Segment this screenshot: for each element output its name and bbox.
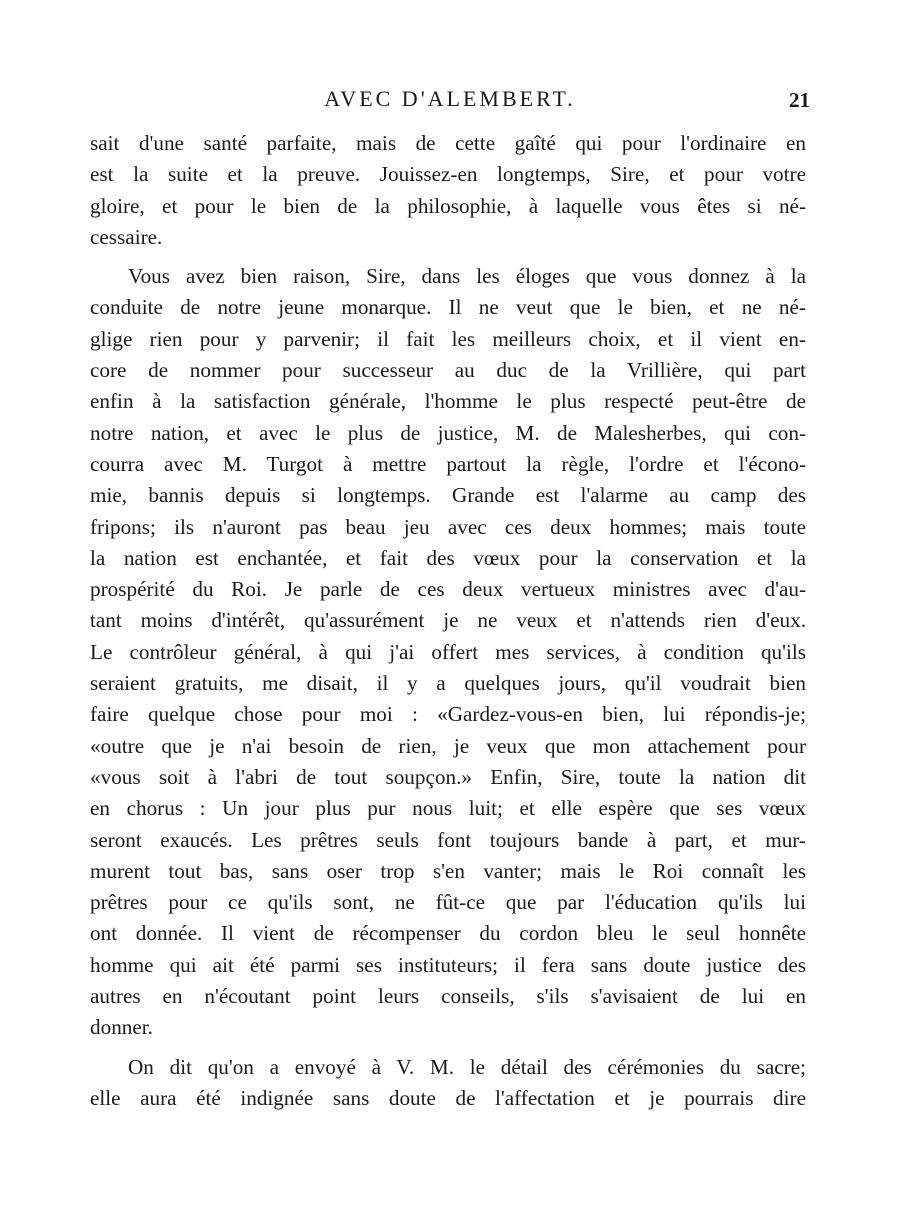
text-line: courra avec M. Turgot à mettre partout la règle, l'ordre et l'écono- xyxy=(90,451,806,476)
text-line: sait d'une santé parfaite, mais de cette gaîté qui pour l'ordinaire en xyxy=(90,131,806,155)
text-line: seront exaucés. Les prêtres seuls font toujours bande à part, et mur- xyxy=(90,827,806,852)
paragraph xyxy=(90,261,806,1043)
text-line: ont donnée. Il vient de récompenser du cordon bleu le seul honnête xyxy=(90,921,806,946)
text-line: gloire, et pour le bien de la philosophie, à laquelle vous êtes si né- xyxy=(90,193,806,218)
text-line: cessaire. xyxy=(90,224,163,249)
text-line: est la suite et la preuve. Jouissez-en longtemps, Sire, et pour votre xyxy=(90,162,806,187)
text-line: On dit qu'on a envoyé à V. M. le détail des cérémonies du sacre; xyxy=(128,1054,806,1079)
text-line: homme qui ait été parmi ses instituteurs; il fera sans doute justice des xyxy=(90,952,806,977)
paragraph xyxy=(90,1052,806,1115)
text-line: mie, bannis depuis si longtemps. Grande est l'alarme au camp des xyxy=(90,483,806,508)
text-line: faire quelque chose pour moi : «Gardez-vous-en bien, lui répondis-je; xyxy=(90,702,806,727)
text-line: glige rien pour y parvenir; il fait les meilleurs choix, et il vient en- xyxy=(90,326,806,351)
paragraph xyxy=(90,128,806,253)
text-line: core de nommer pour successeur au duc de la Vrillière, qui part xyxy=(90,358,806,383)
text-line: seraient gratuits, me disait, il y a quelques jours, qu'il voudrait bien xyxy=(90,671,806,696)
text-line: prospérité du Roi. Je parle de ces deux vertueux ministres avec d'au- xyxy=(90,577,806,602)
paragraph-gap xyxy=(90,253,806,261)
paragraph-gap xyxy=(90,1044,806,1052)
text-line: autres en n'écoutant point leurs conseils, s'ils s'avisaient de lui en xyxy=(90,984,806,1009)
body-text xyxy=(90,128,806,1114)
running-title: AVEC D'ALEMBERT. xyxy=(324,86,576,111)
text-line: «vous soit à l'abri de tout soupçon.» Enfin, Sire, toute la nation dit xyxy=(90,764,806,789)
running-header xyxy=(90,84,810,114)
text-line: Le contrôleur général, à qui j'ai offert mes services, à condition qu'ils xyxy=(90,639,806,664)
text-line: tant moins d'intérêt, qu'assurément je ne veux et n'attends rien d'eux. xyxy=(90,608,806,633)
text-line: Vous avez bien raison, Sire, dans les éloges que vous donnez à la xyxy=(128,264,806,289)
text-line: «outre que je n'ai besoin de rien, je veux que mon attachement pour xyxy=(90,733,806,758)
text-line: enfin à la satisfaction générale, l'homme le plus respecté peut-être de xyxy=(90,389,806,414)
text-line: murent tout bas, sans oser trop s'en vanter; mais le Roi connaît les xyxy=(90,858,806,883)
text-line: en chorus : Un jour plus pur nous luit; et elle espère que ses vœux xyxy=(90,796,806,821)
text-line: elle aura été indignée sans doute de l'affectation et je pourrais dire xyxy=(90,1085,806,1110)
page-number: 21 xyxy=(789,88,810,112)
text-line: la nation est enchantée, et fait des vœux pour la conservation et la xyxy=(90,545,806,570)
text-line: fripons; ils n'auront pas beau jeu avec ces deux hommes; mais toute xyxy=(90,514,806,539)
text-line: prêtres pour ce qu'ils sont, ne fût-ce que par l'éducation qu'ils lui xyxy=(90,890,806,915)
text-line: donner. xyxy=(90,1015,153,1040)
text-line: notre nation, et avec le plus de justice, M. de Malesherbes, qui con- xyxy=(90,420,806,445)
text-line: conduite de notre jeune monarque. Il ne veut que le bien, et ne né- xyxy=(90,295,806,320)
